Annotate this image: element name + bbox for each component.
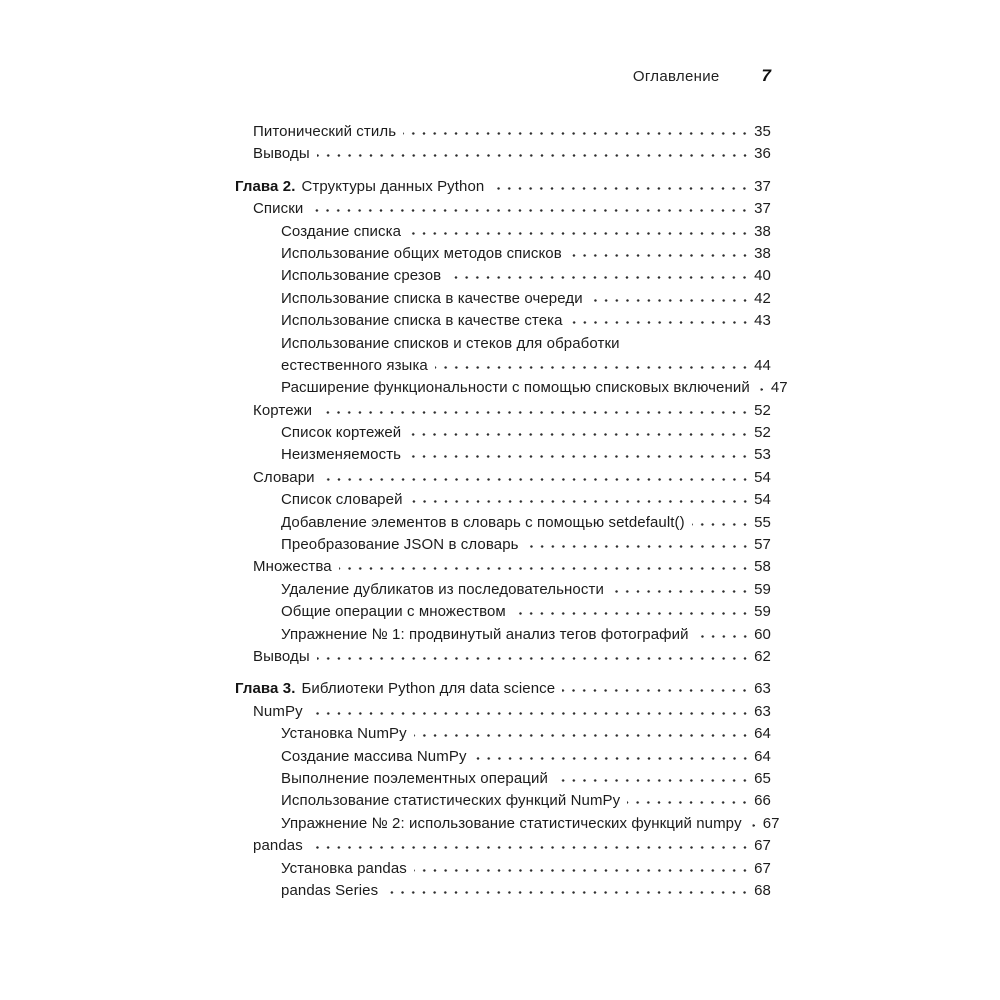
entry-label: естественного языка bbox=[281, 356, 428, 374]
toc-entry-row bbox=[235, 400, 771, 422]
dot-leader bbox=[310, 208, 750, 213]
dot-leader bbox=[749, 823, 759, 828]
toc-entry-row bbox=[235, 243, 771, 265]
entry-label: Создание списка bbox=[281, 222, 402, 240]
entry-label: Общие операции с множеством bbox=[281, 603, 506, 621]
entry-page-number: 54 bbox=[754, 491, 771, 509]
dot-leader bbox=[319, 410, 750, 415]
entry-page-number: 62 bbox=[754, 647, 771, 665]
entry-label: Установка pandas bbox=[281, 859, 407, 877]
entry-label: Выполнение поэлементных операций bbox=[281, 769, 548, 787]
toc-chapter-row bbox=[235, 176, 771, 198]
dot-leader bbox=[403, 131, 750, 136]
toc-entry-row bbox=[235, 701, 771, 723]
toc-entry-row bbox=[235, 790, 771, 812]
dot-leader bbox=[410, 499, 751, 504]
entry-page-number: 64 bbox=[754, 725, 771, 743]
dot-leader bbox=[448, 275, 750, 280]
toc-entry-row bbox=[235, 444, 771, 466]
entry-page-number: 67 bbox=[762, 814, 780, 832]
entry-page-number: 54 bbox=[754, 468, 771, 486]
dot-leader bbox=[317, 153, 750, 158]
toc-entry-row bbox=[235, 265, 771, 287]
entry-label: Неизменяемость bbox=[281, 446, 402, 464]
dot-leader bbox=[562, 688, 750, 693]
entry-page-number: 40 bbox=[754, 267, 771, 285]
entry-page-number: 67 bbox=[754, 837, 771, 855]
entry-label: Установка NumPy bbox=[281, 725, 407, 743]
toc-entry-row bbox=[235, 377, 788, 399]
entry-page-number: 58 bbox=[754, 558, 771, 576]
dot-leader bbox=[435, 365, 750, 370]
chapter-prefix: Глава 2. bbox=[235, 177, 296, 195]
toc-entry-row bbox=[235, 556, 771, 578]
entry-page-number: 65 bbox=[754, 769, 771, 787]
entry-page-number: 59 bbox=[754, 603, 771, 621]
dot-leader bbox=[317, 656, 750, 661]
dot-leader bbox=[513, 611, 750, 616]
entry-page-number: 36 bbox=[754, 145, 771, 163]
entry-page-number: 52 bbox=[754, 401, 771, 419]
entry-page-number: 37 bbox=[754, 200, 771, 218]
entry-label: pandas Series bbox=[281, 881, 379, 899]
toc-entry-row bbox=[235, 813, 780, 835]
entry-label: Использование срезов bbox=[281, 267, 442, 285]
entry-label: Использование списков и стеков для обработки bbox=[281, 334, 620, 352]
toc-entry-row bbox=[235, 534, 771, 556]
toc-entry-row bbox=[235, 579, 771, 601]
entry-label: Список словарей bbox=[281, 491, 403, 509]
entry-label: Удаление дубликатов из последовательности bbox=[281, 580, 604, 598]
page-header bbox=[235, 65, 771, 88]
toc-entry-row bbox=[235, 333, 771, 355]
entry-page-number: 64 bbox=[754, 747, 771, 765]
toc-entry-row bbox=[235, 121, 771, 143]
toc-entry-row bbox=[235, 723, 771, 745]
entry-page-number: 55 bbox=[754, 513, 771, 531]
dot-leader bbox=[408, 432, 750, 437]
entry-label: Множества bbox=[253, 558, 332, 576]
toc-chapter-row bbox=[235, 678, 771, 700]
toc-entry-row bbox=[235, 858, 771, 880]
dot-leader bbox=[474, 756, 751, 761]
entry-page-number: 63 bbox=[754, 702, 771, 720]
entry-label: Структуры данных Python bbox=[301, 177, 485, 195]
toc-entry-row bbox=[235, 880, 771, 902]
entry-label: Списки bbox=[253, 200, 304, 218]
entry-page-number: 59 bbox=[754, 580, 771, 598]
entry-label: Упражнение № 1: продвинутый анализ тегов фотографий bbox=[281, 625, 689, 643]
entry-label: NumPy bbox=[253, 702, 303, 720]
toc-list bbox=[235, 121, 788, 902]
dot-leader bbox=[408, 454, 750, 459]
dot-leader bbox=[322, 477, 750, 482]
entry-page-number: 67 bbox=[754, 859, 771, 877]
entry-label: Использование статистических функций NumPy bbox=[281, 792, 621, 810]
dot-leader bbox=[385, 890, 750, 895]
entry-label: Создание массива NumPy bbox=[281, 747, 467, 765]
toc-entry-row bbox=[235, 835, 771, 857]
dot-leader bbox=[627, 800, 750, 805]
dot-leader bbox=[526, 544, 751, 549]
entry-page-number: 60 bbox=[754, 625, 771, 643]
entry-label: Кортежи bbox=[253, 401, 313, 419]
entry-page-number: 37 bbox=[754, 177, 771, 195]
entry-label: Библиотеки Python для data science bbox=[301, 680, 556, 698]
entry-label: Расширение функциональности с помощью списковых включений bbox=[281, 379, 750, 397]
entry-label: Словари bbox=[253, 468, 315, 486]
entry-label: Выводы bbox=[253, 145, 310, 163]
entry-label: Преобразование JSON в словарь bbox=[281, 536, 519, 554]
toc-entry-row bbox=[235, 355, 771, 377]
toc-entry-row bbox=[235, 422, 771, 444]
dot-leader bbox=[611, 589, 750, 594]
dot-leader bbox=[310, 711, 750, 716]
entry-label: Использование общих методов списков bbox=[281, 244, 562, 262]
folio-page-number: 7 bbox=[761, 66, 771, 85]
toc-entry-row bbox=[235, 310, 771, 332]
entry-label: Использование списка в качестве очереди bbox=[281, 289, 583, 307]
entry-page-number: 52 bbox=[754, 424, 771, 442]
dot-leader bbox=[570, 320, 750, 325]
entry-page-number: 38 bbox=[754, 244, 771, 262]
entry-page-number: 44 bbox=[754, 356, 771, 374]
entry-page-number: 63 bbox=[754, 680, 771, 698]
entry-page-number: 47 bbox=[770, 379, 788, 397]
entry-label: pandas bbox=[253, 837, 303, 855]
dot-leader bbox=[757, 387, 767, 392]
entry-label: Упражнение № 2: использование статистических функций numpy bbox=[281, 814, 742, 832]
entry-page-number: 42 bbox=[754, 289, 771, 307]
dot-leader bbox=[696, 634, 751, 639]
dot-leader bbox=[339, 566, 750, 571]
entry-page-number: 43 bbox=[754, 312, 771, 330]
entry-label: Использование списка в качестве стека bbox=[281, 312, 563, 330]
dot-leader bbox=[692, 522, 750, 527]
toc-entry-row bbox=[235, 288, 771, 310]
entry-label: Выводы bbox=[253, 647, 310, 665]
entry-label: Список кортежей bbox=[281, 424, 402, 442]
toc-entry-row bbox=[235, 646, 771, 668]
toc-entry-row bbox=[235, 489, 771, 511]
toc-entry-row bbox=[235, 143, 771, 165]
toc-entry-row bbox=[235, 768, 771, 790]
dot-leader bbox=[408, 231, 750, 236]
dot-leader bbox=[491, 186, 750, 191]
toc-entry-row bbox=[235, 746, 771, 768]
dot-leader bbox=[414, 733, 750, 738]
entry-label: Питонический стиль bbox=[253, 123, 397, 140]
dot-leader bbox=[590, 298, 750, 303]
dot-leader bbox=[569, 253, 750, 258]
toc-entry-row bbox=[235, 601, 771, 623]
toc-entry-row bbox=[235, 221, 771, 243]
entry-page-number: 53 bbox=[754, 446, 771, 464]
entry-page-number: 66 bbox=[754, 792, 771, 810]
toc-entry-row bbox=[235, 512, 771, 534]
dot-leader bbox=[310, 845, 750, 850]
dot-leader bbox=[414, 868, 750, 873]
entry-page-number: 68 bbox=[754, 881, 771, 899]
toc-entry-row bbox=[235, 467, 771, 489]
toc-entry-row bbox=[235, 198, 771, 220]
dot-leader bbox=[555, 778, 750, 783]
entry-page-number: 57 bbox=[754, 536, 771, 554]
toc-entry-row bbox=[235, 624, 771, 646]
running-head-title: Оглавление bbox=[632, 68, 720, 85]
chapter-prefix: Глава 3. bbox=[235, 680, 296, 698]
entry-page-number: 38 bbox=[754, 222, 771, 240]
entry-label: Добавление элементов в словарь с помощью setdefault() bbox=[281, 513, 685, 531]
entry-page-number: 35 bbox=[754, 123, 771, 140]
